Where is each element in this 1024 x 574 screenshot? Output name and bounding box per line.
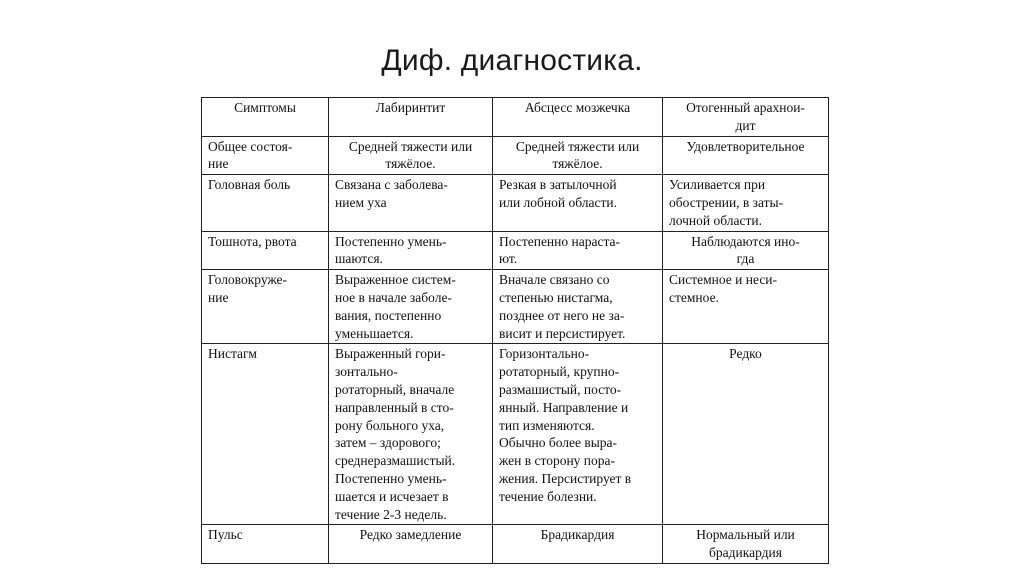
table-row: [202, 231, 829, 270]
column-header-symptoms: Симптомы: [202, 98, 329, 137]
cell-symptom: Пульс: [202, 525, 329, 564]
cell-labyrinthitis: Выраженное систем- ное в начале заболе- вания, постепенно уменьшается.: [329, 270, 493, 344]
page-title: Диф. диагностика.: [381, 44, 643, 77]
cell-labyrinthitis: Средней тяжести или тяжёлое.: [329, 136, 493, 175]
cell-labyrinthitis: Выраженный гори- зонтально- ротаторный, вначале направленный в сто- рону больного уха, затем – здорового; среднеразмашистый. Постепенно умень- шается и исчезает в течение 2-3 недель.: [329, 344, 493, 525]
cell-abscess: Постепенно нараста- ют.: [493, 231, 663, 270]
cell-labyrinthitis: Редко замедление: [329, 525, 493, 564]
cell-arachnoiditis: Редко: [663, 344, 829, 525]
table-header-row: [202, 98, 829, 137]
cell-abscess: Резкая в затылочной или лобной области.: [493, 175, 663, 231]
column-header-cerebellar-abscess: Абсцесс мозжечка: [493, 98, 663, 137]
table-row: [202, 344, 829, 525]
cell-abscess: Брадикардия: [493, 525, 663, 564]
table-row: [202, 175, 829, 231]
cell-labyrinthitis: Связана с заболева- нием уха: [329, 175, 493, 231]
cell-symptom: Головокруже- ние: [202, 270, 329, 344]
cell-symptom: Общее состоя- ние: [202, 136, 329, 175]
table-row: [202, 270, 829, 344]
differential-diagnosis-table: [201, 97, 829, 564]
cell-symptom: Нистагм: [202, 344, 329, 525]
cell-arachnoiditis: Усиливается при обострении, в заты- лочной области.: [663, 175, 829, 231]
cell-abscess: Горизонтально- ротаторный, крупно- размашистый, посто- янный. Направление и тип изменяются. Обычно более выра- жен в сторону пора- жения. Персистирует в течение болезни.: [493, 344, 663, 525]
cell-symptom: Головная боль: [202, 175, 329, 231]
table-row: [202, 136, 829, 175]
cell-arachnoiditis: Наблюдаются ино- гда: [663, 231, 829, 270]
table-row: [202, 525, 829, 564]
cell-abscess: Средней тяжести или тяжёлое.: [493, 136, 663, 175]
cell-arachnoiditis: Удовлетворительное: [663, 136, 829, 175]
cell-abscess: Вначале связано со степенью нистагма, позднее от него не за- висит и персистирует.: [493, 270, 663, 344]
column-header-labyrinthitis: Лабиринтит: [329, 98, 493, 137]
cell-labyrinthitis: Постепенно умень- шаются.: [329, 231, 493, 270]
cell-symptom: Тошнота, рвота: [202, 231, 329, 270]
cell-arachnoiditis: Нормальный или брадикардия: [663, 525, 829, 564]
column-header-otogenic-arachnoiditis: Отогенный арахнои- дит: [663, 98, 829, 137]
cell-arachnoiditis: Системное и неси- стемное.: [663, 270, 829, 344]
